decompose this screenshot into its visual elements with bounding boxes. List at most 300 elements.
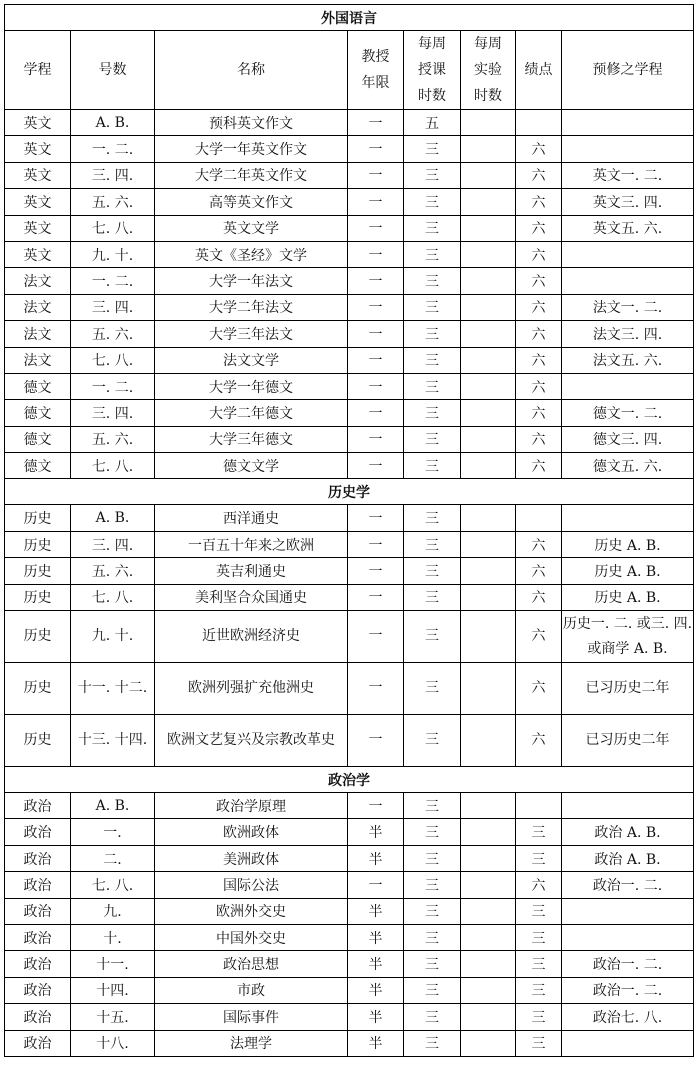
course-name-cell: 大学三年德文 <box>155 426 348 452</box>
course-name-cell: 大学二年德文 <box>155 400 348 426</box>
lecture-hours-cell: 三 <box>404 715 461 767</box>
course-name-cell: 市政 <box>155 977 348 1003</box>
years-cell: 半 <box>348 924 404 950</box>
column-header <box>155 31 348 110</box>
course-name-cell: 国际公法 <box>155 872 348 898</box>
course-name-cell: 英文文学 <box>155 215 348 241</box>
course-subject-cell: 政治 <box>5 819 71 845</box>
course-subject-cell: 政治 <box>5 951 71 977</box>
credits-cell: 六 <box>516 189 562 215</box>
lecture-hours-cell: 三 <box>404 294 461 320</box>
course-subject-cell: 法文 <box>5 347 71 373</box>
course-number-cell: 一. <box>71 819 155 845</box>
lecture-hours-cell: 三 <box>404 898 461 924</box>
years-cell: 半 <box>348 1004 404 1030</box>
credits-cell: 六 <box>516 453 562 479</box>
column-header-line: 教授 <box>361 49 390 65</box>
lecture-hours-cell: 三 <box>404 924 461 950</box>
course-name-cell: 欧洲外交史 <box>155 898 348 924</box>
lecture-hours-cell: 三 <box>404 1030 461 1056</box>
lecture-hours-cell: 三 <box>404 162 461 188</box>
column-header-line: 实验 <box>474 62 502 78</box>
course-name-cell: 大学二年法文 <box>155 294 348 320</box>
column-header-line: 年限 <box>361 75 390 91</box>
years-cell: 一 <box>348 241 404 267</box>
course-number-cell: A. B. <box>71 793 155 819</box>
table-row <box>5 715 694 767</box>
column-header <box>348 31 404 110</box>
table-row <box>5 819 694 845</box>
years-cell: 一 <box>348 872 404 898</box>
table-row <box>5 426 694 452</box>
prerequisite-cell: 政治一. 二. <box>562 977 694 1003</box>
lab-hours-cell <box>461 872 516 898</box>
column-header-line: 预修之学程 <box>592 62 663 78</box>
table-row <box>5 400 694 426</box>
prerequisite-cell: 英文一. 二. <box>562 162 694 188</box>
course-number-cell: 十一. <box>71 951 155 977</box>
lab-hours-cell <box>461 215 516 241</box>
course-subject-cell: 英文 <box>5 189 71 215</box>
course-number-cell: 九. 十. <box>71 611 155 663</box>
lecture-hours-cell: 三 <box>404 241 461 267</box>
column-header-line: 每周 <box>474 36 502 52</box>
table-row <box>5 136 694 162</box>
course-name-cell: 德文文学 <box>155 453 348 479</box>
credits-cell: 三 <box>516 819 562 845</box>
table-row <box>5 215 694 241</box>
lab-hours-cell <box>461 347 516 373</box>
course-subject-cell: 政治 <box>5 872 71 898</box>
column-header <box>562 31 694 110</box>
lecture-hours-cell: 三 <box>404 531 461 557</box>
lecture-hours-cell: 三 <box>404 584 461 610</box>
course-number-cell: 十三. 十四. <box>71 715 155 767</box>
lecture-hours-cell: 三 <box>404 453 461 479</box>
course-subject-cell: 历史 <box>5 611 71 663</box>
years-cell: 一 <box>348 373 404 399</box>
lab-hours-cell <box>461 663 516 715</box>
table-row <box>5 845 694 871</box>
prerequisite-cell <box>562 373 694 399</box>
years-cell: 一 <box>348 215 404 241</box>
table-row <box>5 110 694 136</box>
years-cell: 半 <box>348 845 404 871</box>
table-row <box>5 611 694 663</box>
table-row <box>5 558 694 584</box>
lab-hours-cell <box>461 136 516 162</box>
lab-hours-cell <box>461 715 516 767</box>
years-cell: 一 <box>348 400 404 426</box>
column-header-line: 每周 <box>418 36 446 52</box>
lecture-hours-cell: 三 <box>404 951 461 977</box>
table-row <box>5 268 694 294</box>
course-number-cell: 三. 四. <box>71 531 155 557</box>
credits-cell: 六 <box>516 426 562 452</box>
lab-hours-cell <box>461 321 516 347</box>
course-subject-cell: 历史 <box>5 531 71 557</box>
lab-hours-cell <box>461 977 516 1003</box>
table-row <box>5 531 694 557</box>
course-name-cell: 美利坚合众国通史 <box>155 584 348 610</box>
lecture-hours-cell: 三 <box>404 977 461 1003</box>
prerequisite-cell: 政治一. 二. <box>562 872 694 898</box>
course-name-cell: 英文《圣经》文学 <box>155 241 348 267</box>
credits-cell: 三 <box>516 1030 562 1056</box>
prerequisite-cell <box>562 110 694 136</box>
lab-hours-cell <box>461 584 516 610</box>
table-row <box>5 241 694 267</box>
table-row <box>5 951 694 977</box>
lecture-hours-cell: 三 <box>404 136 461 162</box>
years-cell: 一 <box>348 189 404 215</box>
table-row <box>5 1004 694 1030</box>
course-number-cell: 五. 六. <box>71 321 155 347</box>
credits-cell: 六 <box>516 215 562 241</box>
credits-cell: 六 <box>516 531 562 557</box>
lecture-hours-cell: 三 <box>404 347 461 373</box>
prerequisite-cell: 历史一. 二. 或三. 四. 或商学 A. B. <box>562 611 694 663</box>
course-number-cell: 十五. <box>71 1004 155 1030</box>
lecture-hours-cell: 三 <box>404 189 461 215</box>
course-name-cell: 法理学 <box>155 1030 348 1056</box>
course-subject-cell: 法文 <box>5 321 71 347</box>
lecture-hours-cell: 三 <box>404 819 461 845</box>
lecture-hours-cell: 三 <box>404 268 461 294</box>
course-subject-cell: 政治 <box>5 1030 71 1056</box>
lab-hours-cell <box>461 505 516 531</box>
table-row <box>5 584 694 610</box>
course-number-cell: 二. <box>71 845 155 871</box>
column-header <box>461 31 516 110</box>
table-row <box>5 793 694 819</box>
course-number-cell: 一. 二. <box>71 268 155 294</box>
course-subject-cell: 历史 <box>5 663 71 715</box>
table-row <box>5 872 694 898</box>
course-number-cell: 三. 四. <box>71 400 155 426</box>
credits-cell <box>516 505 562 531</box>
credits-cell: 六 <box>516 558 562 584</box>
course-number-cell: 三. 四. <box>71 162 155 188</box>
lab-hours-cell <box>461 951 516 977</box>
column-header-line: 号数 <box>98 62 127 78</box>
course-name-cell: 大学一年德文 <box>155 373 348 399</box>
column-header <box>71 31 155 110</box>
prerequisite-cell: 历史 A. B. <box>562 531 694 557</box>
lab-hours-cell <box>461 611 516 663</box>
lecture-hours-cell: 三 <box>404 505 461 531</box>
years-cell: 一 <box>348 294 404 320</box>
course-number-cell: A. B. <box>71 505 155 531</box>
lecture-hours-cell: 五 <box>404 110 461 136</box>
credits-cell: 六 <box>516 663 562 715</box>
years-cell: 一 <box>348 347 404 373</box>
credits-cell: 六 <box>516 715 562 767</box>
column-header-line: 名称 <box>237 62 265 78</box>
course-subject-cell: 德文 <box>5 453 71 479</box>
course-name-cell: 政治学原理 <box>155 793 348 819</box>
course-name-cell: 高等英文作文 <box>155 189 348 215</box>
table-row <box>5 189 694 215</box>
course-name-cell: 预科英文作文 <box>155 110 348 136</box>
lecture-hours-cell: 三 <box>404 426 461 452</box>
course-number-cell: 三. 四. <box>71 294 155 320</box>
lab-hours-cell <box>461 268 516 294</box>
credits-cell: 六 <box>516 872 562 898</box>
column-header <box>516 31 562 110</box>
column-header-line: 绩点 <box>524 62 553 78</box>
credits-cell: 六 <box>516 241 562 267</box>
credits-cell: 六 <box>516 611 562 663</box>
table-row <box>5 924 694 950</box>
lecture-hours-cell: 三 <box>404 1004 461 1030</box>
lab-hours-cell <box>461 189 516 215</box>
prerequisite-cell: 已习历史二年 <box>562 663 694 715</box>
prerequisite-cell: 德文三. 四. <box>562 426 694 452</box>
table-row <box>5 977 694 1003</box>
table-row <box>5 373 694 399</box>
credits-cell: 六 <box>516 347 562 373</box>
course-subject-cell: 政治 <box>5 924 71 950</box>
section-header-row <box>5 5 694 31</box>
years-cell: 一 <box>348 663 404 715</box>
credits-cell: 六 <box>516 294 562 320</box>
course-name-cell: 国际事件 <box>155 1004 348 1030</box>
credits-cell: 六 <box>516 373 562 399</box>
years-cell: 半 <box>348 951 404 977</box>
column-header <box>5 31 71 110</box>
lab-hours-cell <box>461 453 516 479</box>
prerequisite-cell: 已习历史二年 <box>562 715 694 767</box>
lab-hours-cell <box>461 531 516 557</box>
lab-hours-cell <box>461 400 516 426</box>
lecture-hours-cell: 三 <box>404 793 461 819</box>
prerequisite-cell <box>562 924 694 950</box>
course-subject-cell: 法文 <box>5 294 71 320</box>
table-row <box>5 663 694 715</box>
prerequisite-cell <box>562 505 694 531</box>
course-number-cell: 一. 二. <box>71 136 155 162</box>
years-cell: 一 <box>348 793 404 819</box>
prerequisite-cell: 德文五. 六. <box>562 453 694 479</box>
course-name-cell: 法文文学 <box>155 347 348 373</box>
column-header-line: 学程 <box>23 62 52 78</box>
years-cell: 一 <box>348 321 404 347</box>
lab-hours-cell <box>461 294 516 320</box>
course-name-cell: 大学三年法文 <box>155 321 348 347</box>
course-number-cell: 七. 八. <box>71 872 155 898</box>
course-name-cell: 政治思想 <box>155 951 348 977</box>
course-number-cell: 七. 八. <box>71 453 155 479</box>
course-name-cell: 欧洲政体 <box>155 819 348 845</box>
section-header-row <box>5 479 694 505</box>
course-subject-cell: 法文 <box>5 268 71 294</box>
years-cell: 一 <box>348 715 404 767</box>
course-number-cell: 九. 十. <box>71 241 155 267</box>
prerequisite-cell: 政治 A. B. <box>562 845 694 871</box>
lab-hours-cell <box>461 241 516 267</box>
course-subject-cell: 历史 <box>5 584 71 610</box>
years-cell: 一 <box>348 268 404 294</box>
years-cell: 一 <box>348 505 404 531</box>
prerequisite-cell: 法文五. 六. <box>562 347 694 373</box>
section-title: 历史学 <box>5 479 694 505</box>
column-header <box>404 31 461 110</box>
lab-hours-cell <box>461 1030 516 1056</box>
lab-hours-cell <box>461 426 516 452</box>
course-number-cell: 五. 六. <box>71 189 155 215</box>
course-number-cell: 十四. <box>71 977 155 1003</box>
credits-cell: 六 <box>516 321 562 347</box>
years-cell: 半 <box>348 1030 404 1056</box>
years-cell: 半 <box>348 977 404 1003</box>
years-cell: 一 <box>348 584 404 610</box>
course-number-cell: 十八. <box>71 1030 155 1056</box>
section-header-row <box>5 767 694 793</box>
course-subject-cell: 德文 <box>5 426 71 452</box>
course-name-cell: 欧洲文艺复兴及宗教改革史 <box>155 715 348 767</box>
prerequisite-cell <box>562 136 694 162</box>
prerequisite-cell: 英文五. 六. <box>562 215 694 241</box>
course-subject-cell: 德文 <box>5 373 71 399</box>
course-name-cell: 大学一年英文作文 <box>155 136 348 162</box>
years-cell: 半 <box>348 898 404 924</box>
prerequisite-cell: 历史 A. B. <box>562 558 694 584</box>
lab-hours-cell <box>461 819 516 845</box>
prerequisite-cell: 历史 A. B. <box>562 584 694 610</box>
course-number-cell: 十一. 十二. <box>71 663 155 715</box>
lab-hours-cell <box>461 373 516 399</box>
course-subject-cell: 英文 <box>5 110 71 136</box>
course-name-cell: 美洲政体 <box>155 845 348 871</box>
lab-hours-cell <box>461 898 516 924</box>
course-subject-cell: 英文 <box>5 215 71 241</box>
course-name-cell: 大学一年法文 <box>155 268 348 294</box>
years-cell: 一 <box>348 136 404 162</box>
credits-cell: 三 <box>516 1004 562 1030</box>
credits-cell: 三 <box>516 898 562 924</box>
course-table <box>4 4 694 1057</box>
course-subject-cell: 历史 <box>5 505 71 531</box>
years-cell: 一 <box>348 531 404 557</box>
course-number-cell: 五. 六. <box>71 426 155 452</box>
prerequisite-cell <box>562 1030 694 1056</box>
credits-cell: 三 <box>516 845 562 871</box>
credits-cell: 六 <box>516 136 562 162</box>
years-cell: 一 <box>348 162 404 188</box>
credits-cell: 六 <box>516 584 562 610</box>
prerequisite-cell: 英文三. 四. <box>562 189 694 215</box>
course-subject-cell: 英文 <box>5 136 71 162</box>
prerequisite-cell: 政治一. 二. <box>562 951 694 977</box>
course-subject-cell: 政治 <box>5 1004 71 1030</box>
table-row <box>5 321 694 347</box>
table-row <box>5 453 694 479</box>
prerequisite-cell <box>562 793 694 819</box>
course-number-cell: 七. 八. <box>71 584 155 610</box>
years-cell: 一 <box>348 453 404 479</box>
course-subject-cell: 英文 <box>5 241 71 267</box>
lecture-hours-cell: 三 <box>404 321 461 347</box>
course-name-cell: 中国外交史 <box>155 924 348 950</box>
lecture-hours-cell: 三 <box>404 845 461 871</box>
prerequisite-cell: 德文一. 二. <box>562 400 694 426</box>
course-number-cell: 七. 八. <box>71 347 155 373</box>
table-row <box>5 1030 694 1056</box>
lecture-hours-cell: 三 <box>404 400 461 426</box>
table-row <box>5 294 694 320</box>
course-name-cell: 欧洲列强扩充他洲史 <box>155 663 348 715</box>
course-subject-cell: 政治 <box>5 845 71 871</box>
section-title: 政治学 <box>5 767 694 793</box>
years-cell: 一 <box>348 558 404 584</box>
column-header-line: 授课 <box>418 62 446 78</box>
lecture-hours-cell: 三 <box>404 872 461 898</box>
course-number-cell: 一. 二. <box>71 373 155 399</box>
column-header-row <box>5 31 694 110</box>
lab-hours-cell <box>461 110 516 136</box>
years-cell: 一 <box>348 110 404 136</box>
lab-hours-cell <box>461 558 516 584</box>
course-number-cell: 十. <box>71 924 155 950</box>
lab-hours-cell <box>461 162 516 188</box>
credits-cell: 六 <box>516 268 562 294</box>
course-subject-cell: 政治 <box>5 977 71 1003</box>
credits-cell: 六 <box>516 400 562 426</box>
course-subject-cell: 英文 <box>5 162 71 188</box>
course-number-cell: A. B. <box>71 110 155 136</box>
credits-cell: 三 <box>516 924 562 950</box>
table-row <box>5 505 694 531</box>
table-row <box>5 162 694 188</box>
prerequisite-cell <box>562 268 694 294</box>
lab-hours-cell <box>461 793 516 819</box>
prerequisite-cell <box>562 241 694 267</box>
lecture-hours-cell: 三 <box>404 215 461 241</box>
course-name-cell: 大学二年英文作文 <box>155 162 348 188</box>
lecture-hours-cell: 三 <box>404 558 461 584</box>
years-cell: 半 <box>348 819 404 845</box>
prerequisite-cell: 法文一. 二. <box>562 294 694 320</box>
years-cell: 一 <box>348 426 404 452</box>
prerequisite-cell: 政治 A. B. <box>562 819 694 845</box>
lab-hours-cell <box>461 845 516 871</box>
prerequisite-cell: 法文三. 四. <box>562 321 694 347</box>
course-subject-cell: 政治 <box>5 898 71 924</box>
lab-hours-cell <box>461 924 516 950</box>
column-header-line: 时数 <box>474 88 502 104</box>
credits-cell: 三 <box>516 977 562 1003</box>
course-number-cell: 九. <box>71 898 155 924</box>
column-header-line: 时数 <box>418 88 446 104</box>
course-subject-cell: 历史 <box>5 558 71 584</box>
prerequisite-cell: 政治七. 八. <box>562 1004 694 1030</box>
lecture-hours-cell: 三 <box>404 611 461 663</box>
credits-cell <box>516 110 562 136</box>
course-subject-cell: 政治 <box>5 793 71 819</box>
credits-cell: 六 <box>516 162 562 188</box>
years-cell: 一 <box>348 611 404 663</box>
course-number-cell: 五. 六. <box>71 558 155 584</box>
table-row <box>5 898 694 924</box>
course-subject-cell: 历史 <box>5 715 71 767</box>
section-title: 外国语言 <box>5 5 694 31</box>
credits-cell <box>516 793 562 819</box>
course-name-cell: 一百五十年来之欧洲 <box>155 531 348 557</box>
lecture-hours-cell: 三 <box>404 663 461 715</box>
lecture-hours-cell: 三 <box>404 373 461 399</box>
course-number-cell: 七. 八. <box>71 215 155 241</box>
